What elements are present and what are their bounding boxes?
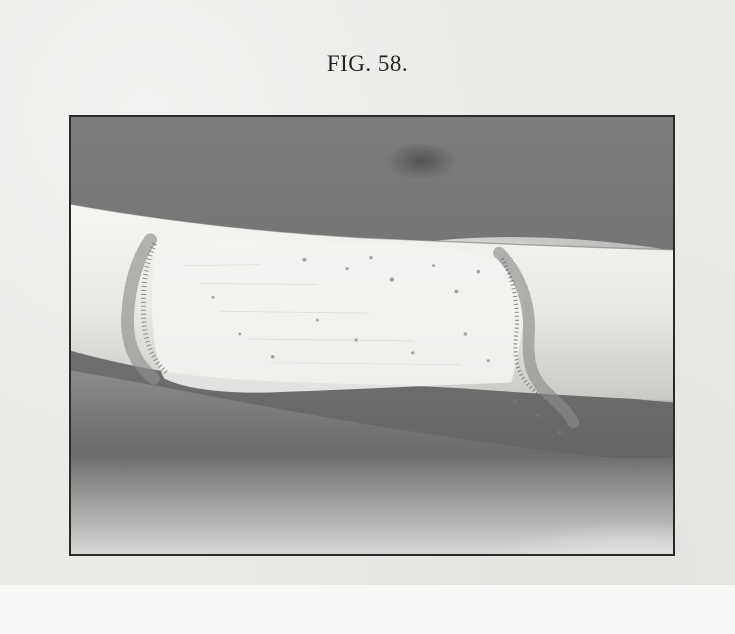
medical-photo-illustration: [71, 117, 673, 554]
figure-photo: [69, 115, 675, 556]
page-bottom-margin: [0, 585, 735, 634]
figure-caption: FIG. 58.: [326, 51, 409, 76]
